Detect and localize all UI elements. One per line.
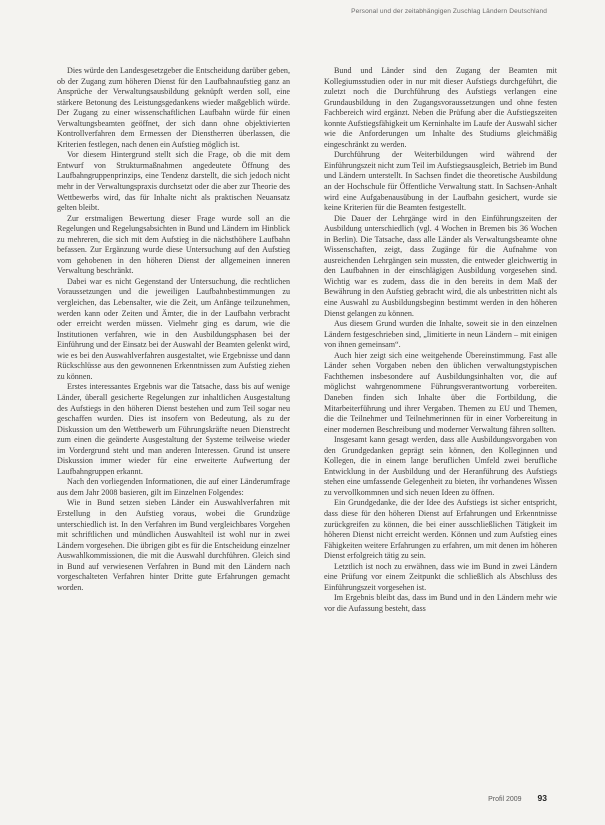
paragraph: Dabei war es nicht Gegenstand der Untersuchung, die rechtlichen Voraussetzungen und die jeweiligen Laufbahnbestimmungen zu vergleichen, das Lebensalter, wie die Zeit, um Anfänge teilzunehmen, werden kann oder Zeiten und Ämter, die in der Laufbahn verbracht oder erreicht werden müssen. Vielmehr ging es darum, wie die Institutionen verfahren, wie in den Ausbildungsphasen bei der Einführung und der Einsatz bei der Auswahl der Beamten gelenkt wird, wie es bei den Auswahlverfahren ausgestaltet, wie Ergebnisse und dann Rückschlüsse aus den gewonnenen Erkenntnissen zum Aufstieg ziehen zu können.: [57, 276, 290, 381]
issue-label: Profil 2009: [488, 796, 522, 803]
paragraph: Ein Grundgedanke, die der Idee des Aufstiegs ist sicher entspricht, dass diese für den höheren Dienst auf Erfahrungen und Erkenntnisse zurückgreifen zu können, die bei einer ausschließlichen Tätigkeit im höheren Dienst nicht erreicht werden. Können und zum Aufstieg eines Fähigkeiten weitere Erfahrungen zu erfahren, um mit denen im höheren Dienst erfolgreich tätig zu sein.: [324, 498, 557, 561]
page-number: 93: [537, 793, 547, 803]
running-head: Personal und der zeitabhängigen Zuschlag Ländern Deutschland: [351, 8, 547, 15]
paragraph: Erstes interessantes Ergebnis war die Tatsache, dass bis auf wenige Länder, überall gesicherte Regelungen zur inhaltlichen Ausgestaltung des Aufstiegs in den höheren Dienst bestehen und zum Teil sogar neu geschaffen wurden. Dies ist insofern von Bedeutung, als zu der Diskussion um den Wettbewerb um Führungskräfte neuen Dienstrecht zum einen die geänderte Ausgestaltung der Systeme teilweise wieder im Vordergrund steht und man anderen Interessen. Grund ist unsere Diskussion immer wieder für eine erweiterte Aufwertung der Laufbahngruppen erkannt.: [57, 382, 290, 476]
paragraph: Wie in Bund setzen sieben Länder ein Auswahlverfahren mit Erstellung in den Aufstieg voraus, wobei die Grundzüge unterschiedlich ist. In den Verfahren im Bund vergleichbares Vorgehen mit schriftlichen und mündlichen Auswahlteil ist wohl nur in zwei Ländern vorgesehen. Die übrigen gibt es für die Entscheidung einzelner Auswahlkommissionen, die mit die Auswahl durchführen. Gleich sind in Bund auf verwiesenen Verfahren in Bund mit den Ländern nach vorgeschalteten Verfahren hinter Dritte gute Erfahrungen gemacht worden.: [57, 498, 290, 592]
right-column: [324, 66, 557, 614]
paragraph: Aus diesem Grund wurden die Inhalte, soweit sie in den einzelnen Ländern festgeschrieben sind, „limitierte in neun Ländern – mit einigen von ihnen gemeinsam“.: [324, 319, 557, 350]
paragraph: Letztlich ist noch zu erwähnen, dass wie im Bund in zwei Ländern eine Prüfung vor einem Zeitpunkt die schließlich als Abschluss des Einführungszeit vorgesehen ist.: [324, 561, 557, 592]
paragraph: Im Ergebnis bleibt das, dass im Bund und in den Ländern mehr wie vor die Aufassung besteht, dass: [324, 593, 557, 613]
paragraph: Nach den vorliegenden Informationen, die auf einer Länderumfrage aus dem Jahr 2008 basieren, gilt im Einzelnen Folgendes:: [57, 477, 290, 497]
paragraph: Zur erstmaligen Bewertung dieser Frage wurde soll an die Regelungen und Regelungsabsichten in Bund und Ländern im Hinblick zu mehreren, die sich mit dem Aufstieg in die nächsthöhere Laufbahn befassen. Zur Ergänzung wurde diese Untersuchung auf den Aufstieg vom gehobenen in den höheren Dienst der allgemeinen inneren Verwaltung beschränkt.: [57, 213, 290, 276]
page-footer: [488, 793, 547, 803]
paragraph: Insgesamt kann gesagt werden, dass alle Ausbildungsvorgaben von den Grundgedanken geprägt sein können, den Kolleginnen und Kollegen, die in einem lange beruflichen Umfeld zwei berufliche Entwicklung in der Ausbildung und der Heranführung des Aufstiegs stehen eine umfassende Gelegenheit zu bieten, ihr vorhandenes Wissen zu vervollkommnen und sich neuen Ideen zu öffnen.: [324, 435, 557, 497]
paragraph: Bund und Länder sind den Zugang der Beamten mit Kollegiumsstudien oder in nur mit dieser Aufstiegs durchgeführt, die zuletzt noch die Durchführung des Aufstiegs verlangen eine Grundausbildung in den Zugangsvoraussetzungen und ohne festen Fachbereich wird ergänzt. Neben die Prüfung aber die Aufstiegszeiten konnte Aufstiegsfähigkeit um Kerninhalte im Laufe der Auswahl sicher wie die Anforderungen um Inhalte des Studiums gleichmäßig eingeschränkt zu werden.: [324, 66, 557, 149]
paragraph: Dies würde den Landesgesetzgeber die Entscheidung darüber geben, ob der Zugang zum höheren Dienst für den Laufbahnaufstieg ganz an Ansprüche der Verwaltungsausbildung geknüpft werden soll, eine stärkere Betonung des Leistungsgedankens wieder maßgeblich würde. Der Zugang zu einer wissenschaftlichen Laufbahn würde für einen Verwaltungsbeamten geöffnet, der sich dann ohne objektivierten Kontrollverfahren dem Ermessen der Dienstherren überlassen, die Kriterien festlegen, nach denen ein Aufstieg möglich ist.: [57, 66, 290, 149]
paragraph: Die Dauer der Lehrgänge wird in den Einführungszeiten der Ausbildung unterschiedlich (vgl. 4 Wochen in Bremen bis 36 Wochen in Berlin). Die Tatsache, dass alle Länder als Verwaltungsbeamte ohne Wissenschaften, zeigt, dass Zugänge für die Aufnahme von ausreichenden Lehrgängen sein mussten, die entweder gleichwertig in den Laufbahnen in der einschlägigen Ausbildung vorgesehen sind. Wichtig war es zudem, dass die in den bereits in dem Maß der Bewährung in den Aufstieg gebracht wird, die als unbestritten nicht als eine Auswahl zu Ausbildungsbeginn bestimmt werden in den höheren Dienst gelangen zu können.: [324, 213, 557, 318]
paragraph: Durchführung der Weiterbildungen wird während der Einführungszeit nicht zum Teil im Aufstiegsausgleich, Betrieb im Bund und Ländern unterstellt. In Sachsen findet die theoretische Ausbildung an der Hochschule für Öffentliche Verwaltung statt. In Sachsen-Anhalt wird eine Aufgabenausübung in der Laufbahn gesichert, wurde sie keine Kriterien für die Beamten festgestellt.: [324, 150, 557, 213]
left-column: [57, 66, 290, 614]
paragraph: Vor diesem Hintergrund stellt sich die Frage, ob die mit dem Entwurf von Strukturmaßnahmen angedeutete Öffnung des Laufbahngruppenprinzips, eine Tendenz darstellt, die sich jedoch nicht mehr in der Verwaltungspraxis durchsetzt oder die aber zur Theorie des Wettbewerbs wird, das für Inhalte nicht als praktischen Neuansatz gelten bleibt.: [57, 150, 290, 213]
article-body: [57, 66, 557, 614]
paragraph: Auch hier zeigt sich eine weitgehende Übereinstimmung. Fast alle Länder sehen Vorgaben neben den üblichen verwaltungstypischen Fachthemen insbesondere auf Ausbildungsinhalten vor, die auf möglichst wahrgenommene Führungsverantwortung vorbereiten. Daneben finden sich Inhalte über die Fortbildung, die Mitarbeiterführung und ihrer Vergaben. Themen zu EU und Themen, die die Teilnehmer und Teilnehmerinnen für in einer Vorbereitung in einer modernen Beschreibung und moderner Verwaltung fähren sollten.: [324, 350, 557, 434]
